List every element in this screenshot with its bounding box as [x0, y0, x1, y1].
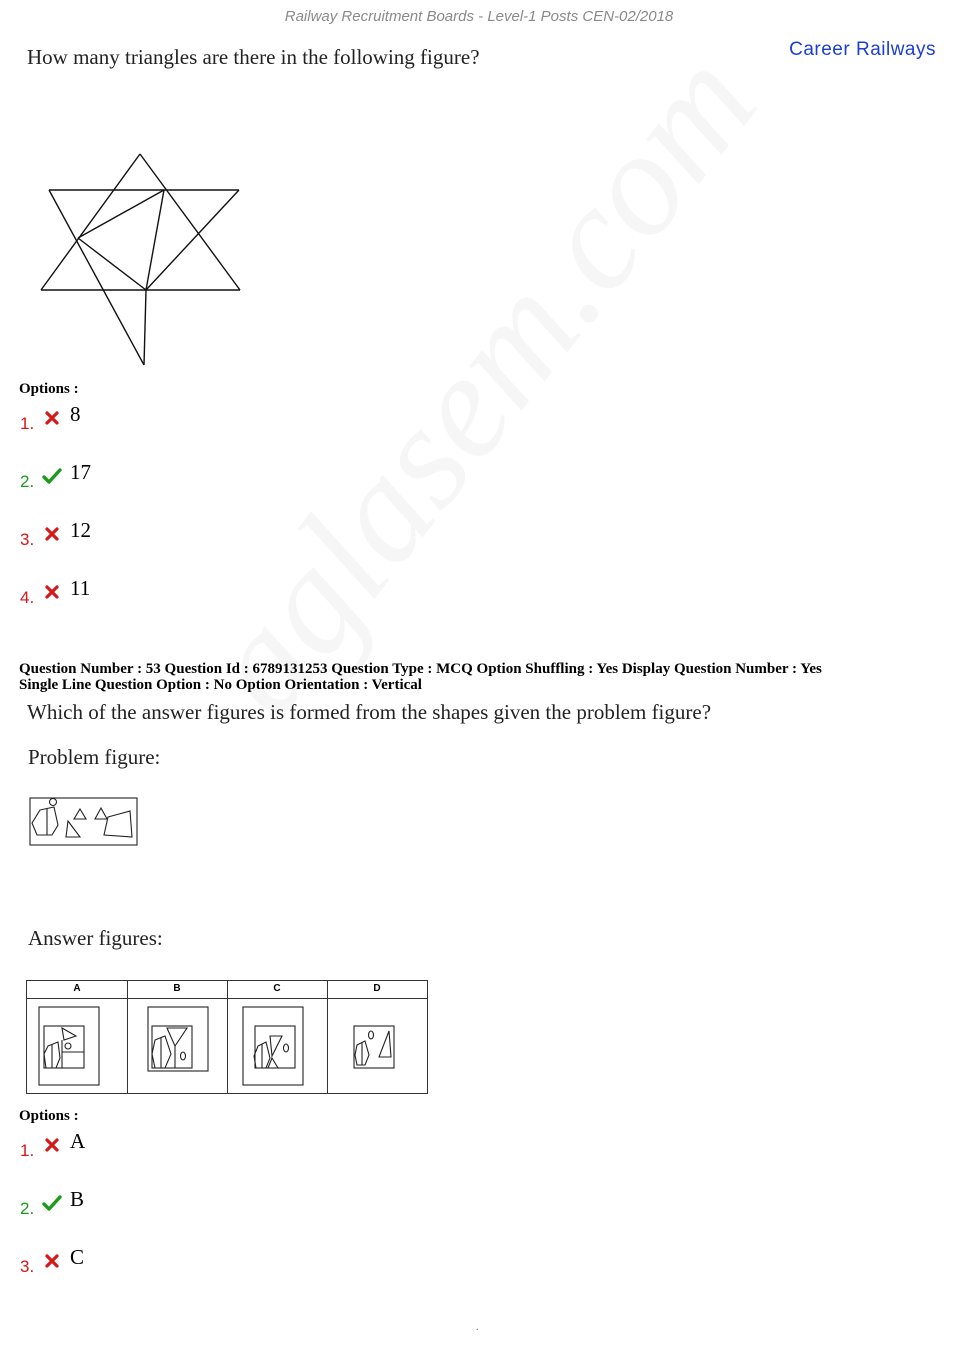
column-header: C [273, 983, 281, 994]
column-header: A [73, 983, 81, 994]
answer-figure-b [147, 1006, 209, 1072]
option-value: C [70, 1245, 85, 1269]
column-header: B [173, 983, 181, 994]
answer-figure-c [242, 1006, 304, 1086]
triangle-figure [36, 150, 246, 372]
option-row [20, 1129, 220, 1165]
answer-figures-label: Answer figures: [28, 926, 163, 950]
option-value: 12 [70, 518, 91, 542]
option-row [20, 402, 220, 438]
cross-icon [42, 524, 62, 544]
answer-figures-table [26, 980, 428, 1094]
option-value: 11 [70, 576, 91, 600]
option-value: 8 [70, 402, 81, 426]
question-meta-line: Question Number : 53 Question Id : 6789131253 Question Type : MCQ Option Shuffling : Yes Display Question Number : Yes [19, 661, 822, 677]
option-number: 3. [20, 530, 35, 549]
option-row [20, 576, 220, 612]
footer-mark: . [476, 1322, 479, 1333]
check-icon [42, 1193, 62, 1213]
option-number: 4. [20, 588, 35, 607]
cross-icon [42, 582, 62, 602]
question-meta-line: Single Line Question Option : No Option Orientation : Vertical [19, 677, 422, 693]
option-value: B [70, 1187, 85, 1211]
option-number: 1. [20, 1141, 35, 1160]
brand-label: Career Railways [789, 39, 936, 60]
cross-icon [42, 1135, 62, 1155]
table-divider [327, 981, 328, 1093]
option-row [20, 1187, 220, 1223]
table-divider [127, 981, 128, 1093]
problem-figure-label: Problem figure: [28, 745, 161, 769]
problem-figure [28, 795, 140, 849]
option-number: 3. [20, 1257, 35, 1276]
option-row [20, 1245, 220, 1281]
option-row [20, 518, 220, 554]
options-label: Options : [19, 381, 79, 397]
option-number: 2. [20, 472, 35, 491]
option-value: 17 [70, 460, 91, 484]
cross-icon [42, 1251, 62, 1271]
question-2-text: Which of the answer figures is formed from the shapes given the problem figure? [27, 700, 712, 724]
option-value: A [70, 1129, 86, 1153]
option-number: 1. [20, 414, 35, 433]
check-icon [42, 466, 62, 486]
cross-icon [42, 408, 62, 428]
page-header: Railway Recruitment Boards - Level-1 Posts CEN-02/2018 [284, 8, 674, 25]
answer-figure-d [353, 1025, 397, 1073]
option-number: 2. [20, 1199, 35, 1218]
question-1-text: How many triangles are there in the following figure? [27, 45, 480, 69]
watermark [170, 20, 790, 746]
answer-figure-a [38, 1006, 100, 1086]
table-divider [227, 981, 228, 1093]
column-header: D [373, 983, 381, 994]
options-label: Options : [19, 1108, 79, 1124]
option-row [20, 460, 220, 496]
